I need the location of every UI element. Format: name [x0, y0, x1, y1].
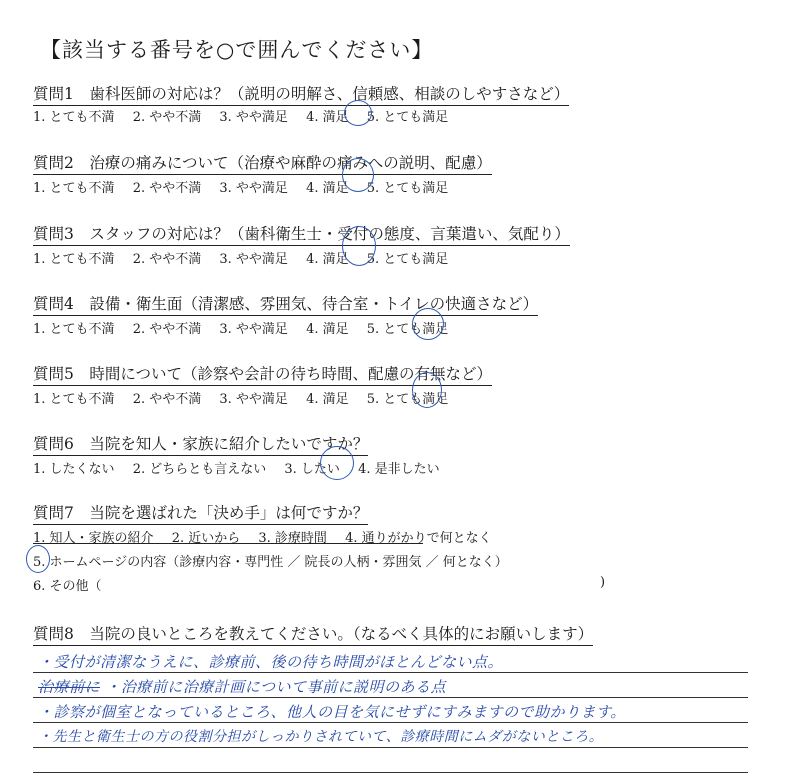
- q4-selection-circle: [412, 308, 444, 340]
- question-3-options: [33, 248, 462, 267]
- struck-text: 治療前に: [38, 678, 101, 696]
- q6-option-1[interactable]: 1. したくない: [33, 462, 115, 477]
- q2-option-5[interactable]: 5. とても満足: [366, 181, 449, 196]
- question-6-options: [33, 458, 454, 477]
- answer-line-3: [33, 722, 748, 723]
- q6-option-3[interactable]: 3. したい: [284, 462, 340, 477]
- handwritten-answer-4: ・先生と衛生士の方の役割分担がしっかりされていて、診療時間にムダがないところ。: [38, 729, 604, 745]
- q5-option-1[interactable]: 1. とても不満: [33, 392, 115, 407]
- q4-option-4[interactable]: 4. 満足: [306, 322, 349, 337]
- q7-option-6-close: ): [600, 575, 606, 590]
- q1-option-2[interactable]: 2. やや不満: [132, 110, 202, 125]
- q5-option-2[interactable]: 2. やや不満: [132, 392, 202, 407]
- q6-option-4[interactable]: 4. 是非したい: [358, 462, 440, 477]
- question-7-title: 質問7 当院を選ばれた「決め手」は何ですか？: [33, 501, 368, 525]
- q1-option-1[interactable]: 1. とても不満: [33, 110, 115, 125]
- q7-option-5[interactable]: 5. ホームページの内容（診療内容・専門性 ／ 院長の人柄・雰囲気 ／ 何となく）: [33, 555, 508, 570]
- handwritten-answer-1: ・受付が清潔なうえに、診療前、後の待ち時間がほとんどない点。: [38, 653, 504, 671]
- handwritten-answer-2-text: ・治療前に治療計画について事前に説明のある点: [105, 678, 446, 696]
- question-8-title: 質問8 当院の良いところを教えてください。（なるべく具体的にお願いします）: [33, 622, 593, 646]
- q3-option-5[interactable]: 5. とても満足: [366, 252, 449, 267]
- question-4-options: [33, 318, 462, 337]
- q2-option-2[interactable]: 2. やや不満: [132, 181, 202, 196]
- q6-selection-circle: [320, 446, 354, 480]
- q5-option-4[interactable]: 4. 満足: [306, 392, 349, 407]
- q3-option-2[interactable]: 2. やや不満: [132, 252, 202, 267]
- question-5-options: [33, 388, 462, 407]
- answer-line-1: [33, 672, 748, 673]
- q2-option-3[interactable]: 3. やや満足: [219, 181, 288, 196]
- question-1-options: [33, 106, 462, 125]
- q4-option-3[interactable]: 3. やや満足: [219, 322, 288, 337]
- question-4-title: 質問4 設備・衛生面（清潔感、雰囲気、待合室・トイレの快適さなど）: [33, 292, 538, 316]
- question-5-title: 質問5 時間について（診察や会計の待ち時間、配慮の有無など）: [33, 362, 492, 386]
- q1-option-3[interactable]: 3. やや満足: [219, 110, 288, 125]
- q4-option-1[interactable]: 1. とても不満: [33, 322, 115, 337]
- question-3-title: 質問3 スタッフの対応は？（歯科衛生士・受付の態度、言葉遣い、気配り）: [33, 222, 570, 246]
- q7-option-2[interactable]: 2. 近いから: [171, 531, 241, 546]
- q1-selection-circle: [344, 100, 372, 126]
- q7-option-4[interactable]: 4. 通りがかりで何となく: [345, 531, 492, 546]
- answer-line-5: [33, 772, 748, 773]
- q7-option-1[interactable]: 1. 知人・家族の紹介: [33, 531, 154, 546]
- q5-option-5[interactable]: 5. とても満足: [366, 392, 449, 407]
- q1-option-5[interactable]: 5. とても満足: [366, 110, 449, 125]
- q3-option-4[interactable]: 4. 満足: [306, 252, 349, 267]
- q5-selection-circle: [412, 372, 442, 408]
- answer-line-4: [33, 747, 748, 748]
- q3-option-3[interactable]: 3. やや満足: [219, 252, 288, 267]
- question-1-title: 質問1 歯科医師の対応は？（説明の明解さ、信頼感、相談のしやすさなど）: [33, 82, 569, 106]
- q4-option-5[interactable]: 5. とても満足: [366, 322, 449, 337]
- page-title: 【該当する番号を○で囲んでください】: [40, 38, 434, 62]
- q3-selection-circle: [342, 226, 376, 266]
- q2-option-4[interactable]: 4. 満足: [306, 181, 349, 196]
- question-2-title: 質問2 治療の痛みについて（治療や麻酔の痛みへの説明、配慮）: [33, 151, 492, 175]
- q7-option-3[interactable]: 3. 診療時間: [258, 531, 327, 546]
- question-2-options: [33, 177, 462, 196]
- question-6-title: 質問6 当院を知人・家族に紹介したいですか？: [33, 432, 368, 456]
- q1-option-4[interactable]: 4. 満足: [306, 110, 349, 125]
- q5-option-3[interactable]: 3. やや満足: [219, 392, 288, 407]
- q4-option-2[interactable]: 2. やや不満: [132, 322, 202, 337]
- q7-underline: [33, 543, 423, 544]
- q7-selection-circle: [26, 545, 50, 573]
- q7-option-6[interactable]: 6. その他（: [33, 579, 102, 594]
- q6-option-2[interactable]: 2. どちらとも言えない: [132, 462, 267, 477]
- handwritten-answer-3: ・診察が個室となっているところ、他人の目を気にせずにすみますので助かります。: [38, 703, 626, 721]
- handwritten-answer-2: [38, 676, 446, 697]
- q3-option-1[interactable]: 1. とても不満: [33, 252, 115, 267]
- answer-line-2: [33, 697, 748, 698]
- q2-option-1[interactable]: 1. とても不満: [33, 181, 115, 196]
- q2-selection-circle: [342, 158, 374, 192]
